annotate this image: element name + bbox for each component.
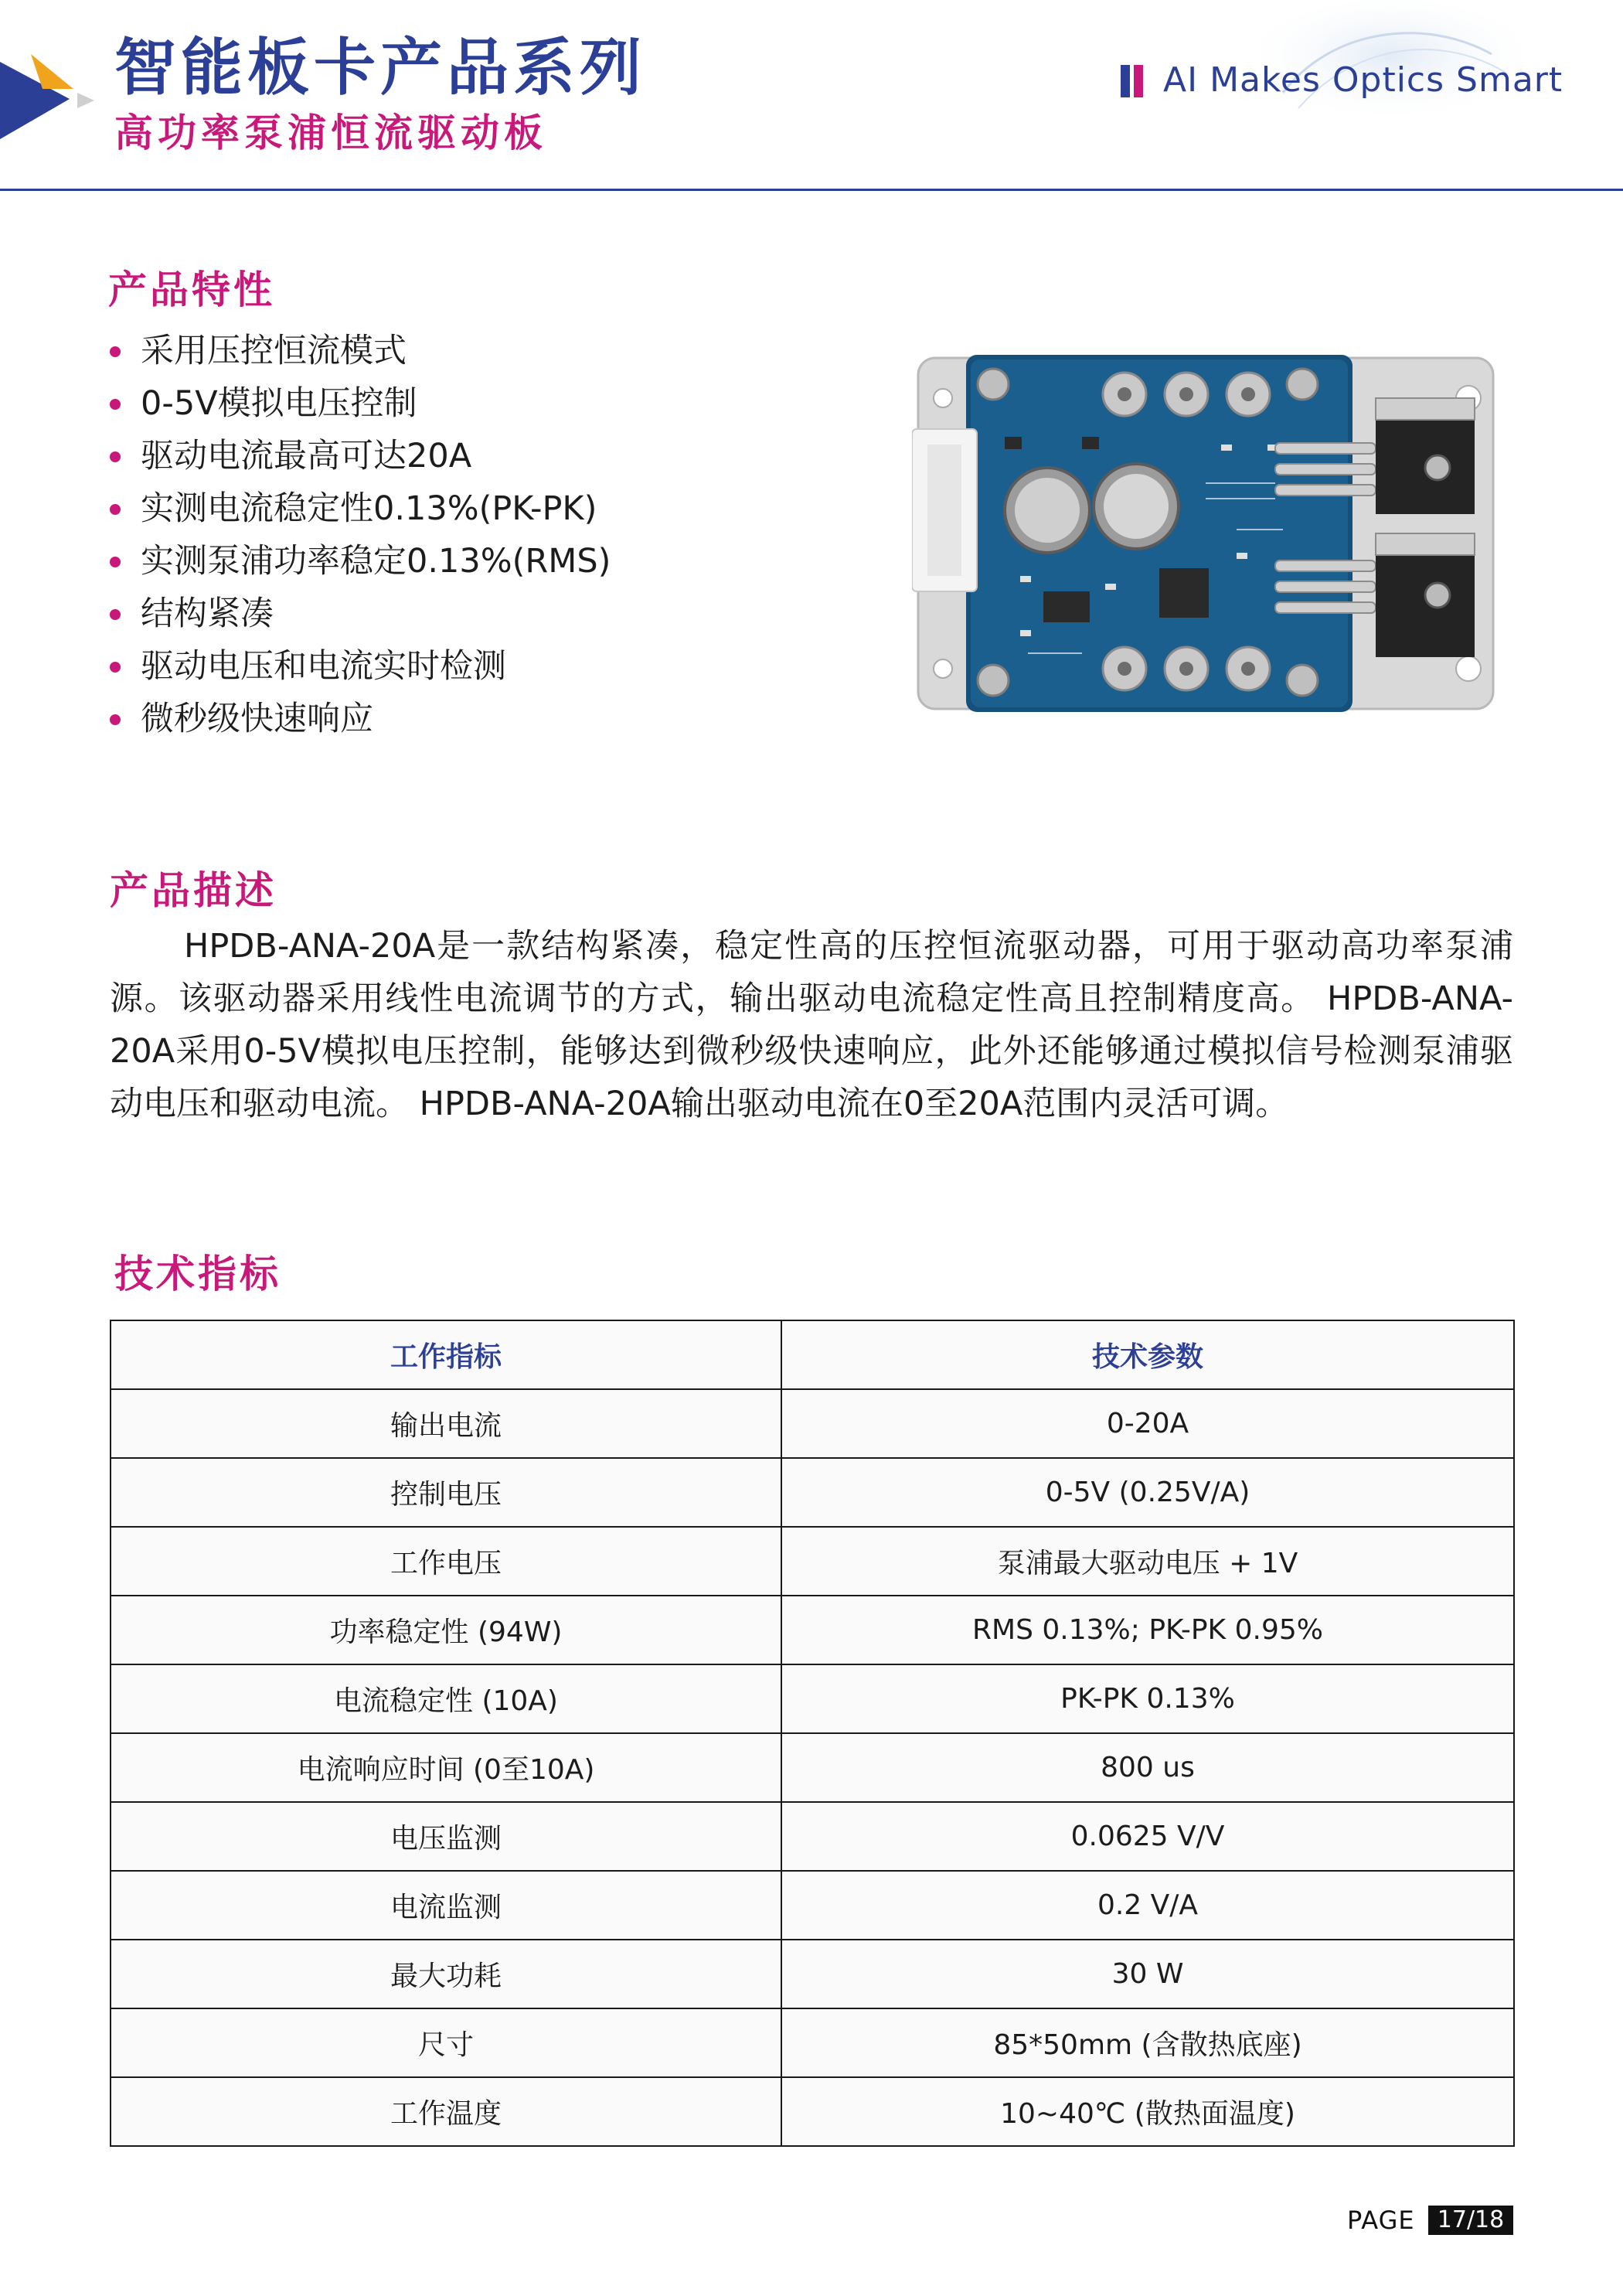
bullet-icon xyxy=(110,557,121,567)
features-heading: 产品特性 xyxy=(108,267,275,312)
bullet-icon xyxy=(110,609,121,620)
table-cell: 电流响应时间 (0至10A) xyxy=(111,1733,781,1802)
table-cell: 0-20A xyxy=(781,1389,1514,1458)
table-row xyxy=(111,1940,1514,2008)
table-cell: 0-5V (0.25V/A) xyxy=(781,1458,1514,1527)
list-item: 驱动电压和电流实时检测 xyxy=(108,640,611,693)
tagline-bars-icon xyxy=(1121,65,1152,97)
list-item: 微秒级快速响应 xyxy=(108,693,611,745)
table-cell: 30 W xyxy=(781,1940,1514,2008)
list-item: 实测泵浦功率稳定0.13%(RMS) xyxy=(108,535,611,588)
table-row xyxy=(111,1389,1514,1458)
page-label: PAGE xyxy=(1347,2206,1415,2235)
table-cell: 尺寸 xyxy=(111,2008,781,2077)
table-row xyxy=(111,1871,1514,1940)
header-divider xyxy=(0,189,1623,191)
specs-table xyxy=(110,1320,1515,2147)
table-cell: 电流监测 xyxy=(111,1871,781,1940)
table-cell: 0.0625 V/V xyxy=(781,1802,1514,1871)
table-cell: 功率稳定性 (94W) xyxy=(111,1596,781,1664)
list-item: 驱动电流最高可达20A xyxy=(108,430,611,482)
table-row xyxy=(111,1458,1514,1527)
features-list xyxy=(108,325,611,745)
bullet-icon xyxy=(110,399,121,410)
specs-heading: 技术指标 xyxy=(114,1252,281,1296)
table-cell: 泵浦最大驱动电压 + 1V xyxy=(781,1527,1514,1596)
table-cell: 电流稳定性 (10A) xyxy=(111,1664,781,1733)
table-cell: 最大功耗 xyxy=(111,1940,781,2008)
bullet-icon xyxy=(110,662,121,673)
column-header: 工作指标 xyxy=(111,1320,781,1389)
list-item: 采用压控恒流模式 xyxy=(108,325,611,377)
table-cell: 工作电压 xyxy=(111,1527,781,1596)
table-cell: 800 us xyxy=(781,1733,1514,1802)
description-heading: 产品描述 xyxy=(110,868,277,913)
table-cell: 电压监测 xyxy=(111,1802,781,1871)
list-item: 实测电流稳定性0.13%(PK-PK) xyxy=(108,482,611,535)
table-header-row xyxy=(111,1320,1514,1389)
table-row xyxy=(111,1664,1514,1733)
bullet-icon xyxy=(110,714,121,725)
table-cell: 控制电压 xyxy=(111,1458,781,1527)
table-cell: 工作温度 xyxy=(111,2077,781,2146)
list-item: 结构紧凑 xyxy=(108,588,611,640)
list-item: 0-5V模拟电压控制 xyxy=(108,377,611,430)
table-row xyxy=(111,1527,1514,1596)
brand-tagline: AI Makes Optics Smart xyxy=(1163,60,1563,100)
table-cell: RMS 0.13%; PK-PK 0.95% xyxy=(781,1596,1514,1664)
bullet-icon xyxy=(110,346,121,357)
table-cell: PK-PK 0.13% xyxy=(781,1664,1514,1733)
column-header: 技术参数 xyxy=(781,1320,1514,1389)
table-cell: 0.2 V/A xyxy=(781,1871,1514,1940)
table-cell: 85*50mm (含散热底座) xyxy=(781,2008,1514,2077)
description-text: HPDB-ANA-20A是一款结构紧凑，稳定性高的压控恒流驱动器，可用于驱动高功率泵浦源。该驱动器采用线性电流调节的方式，输出驱动电流稳定性高且控制精度高。 HPDB-ANA-20A采用0-5V模拟电压控制，能够达到微秒级快速响应，此外还能够通过模拟信号检测泵浦驱动电压和驱动电流。 HPDB-ANA-20A输出驱动电流在0至20A范围内灵活可调。 xyxy=(110,927,1513,1123)
table-row xyxy=(111,1596,1514,1664)
table-row xyxy=(111,1733,1514,1802)
table-cell: 输出电流 xyxy=(111,1389,781,1458)
table-row xyxy=(111,1802,1514,1871)
bullet-icon xyxy=(110,504,121,515)
page-title: 智能板卡产品系列 xyxy=(114,32,646,104)
page-subtitle: 高功率泵浦恒流驱动板 xyxy=(114,111,547,155)
bullet-icon xyxy=(110,451,121,462)
header-arrow-decoration xyxy=(0,54,108,147)
table-row xyxy=(111,2008,1514,2077)
product-board-image xyxy=(912,352,1499,715)
table-cell: 10~40℃ (散热面温度) xyxy=(781,2077,1514,2146)
page-number: 17/18 xyxy=(1428,2206,1513,2235)
table-row xyxy=(111,2077,1514,2146)
